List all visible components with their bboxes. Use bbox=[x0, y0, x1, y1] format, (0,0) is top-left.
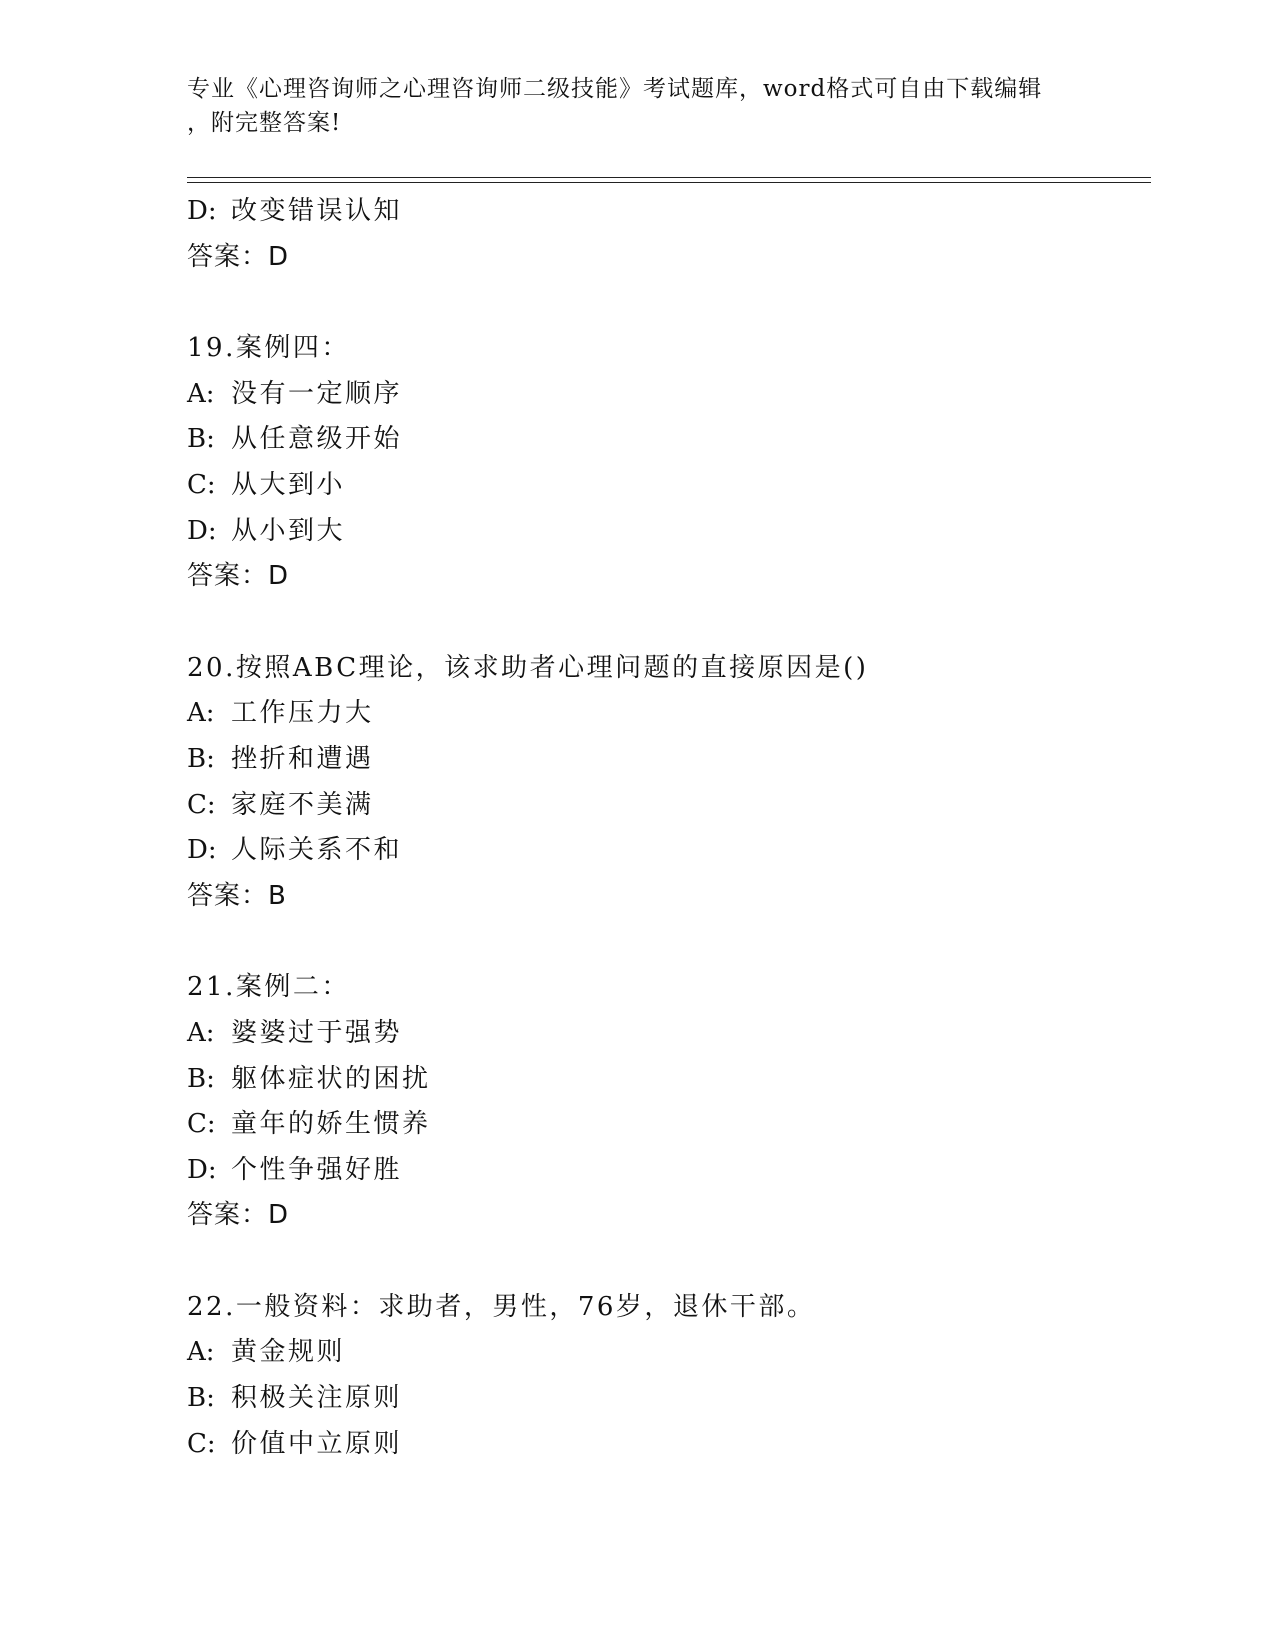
option-c bbox=[187, 1102, 1147, 1148]
header-rule-top bbox=[187, 177, 1151, 178]
option-letter: C: bbox=[187, 469, 216, 500]
header-title-line-1: 专业《心理咨询师之心理咨询师二级技能》考试题库，word格式可自由下载编辑 bbox=[187, 76, 1043, 102]
option-d bbox=[187, 828, 1147, 874]
answer-line: 答案：B bbox=[187, 880, 287, 911]
question-spacer bbox=[187, 919, 1147, 965]
option-text: 个性争强好胜 bbox=[231, 1154, 403, 1185]
option-text: 工作压力大 bbox=[231, 698, 374, 729]
option-text: 从任意级开始 bbox=[231, 424, 403, 455]
question-spacer bbox=[187, 600, 1147, 646]
question-list bbox=[187, 189, 1147, 1467]
option-text: 家庭不美满 bbox=[231, 789, 374, 820]
option-text: 挫折和遭遇 bbox=[231, 743, 374, 774]
option-text: 躯体症状的困扰 bbox=[231, 1063, 431, 1094]
option-c bbox=[187, 1422, 1147, 1468]
answer-line: 答案：D bbox=[187, 1200, 290, 1231]
option-b bbox=[187, 737, 1147, 783]
option-letter: C: bbox=[187, 789, 216, 820]
option-d bbox=[187, 1148, 1147, 1194]
option-b bbox=[187, 1376, 1147, 1422]
option-a bbox=[187, 691, 1147, 737]
option-text: 从大到小 bbox=[231, 469, 346, 500]
question-stem: 19.案例四： bbox=[187, 333, 350, 364]
option-letter: B: bbox=[187, 424, 215, 455]
option-text: 人际关系不和 bbox=[231, 835, 403, 866]
option-c bbox=[187, 463, 1147, 509]
option-d bbox=[187, 189, 1147, 235]
option-letter: D: bbox=[187, 515, 217, 546]
option-letter: D: bbox=[187, 196, 217, 226]
option-letter: A: bbox=[187, 1337, 215, 1368]
option-letter: A: bbox=[187, 1017, 215, 1048]
option-letter: B: bbox=[187, 1383, 215, 1414]
option-letter: C: bbox=[187, 1109, 216, 1140]
option-text: 没有一定顺序 bbox=[231, 378, 403, 409]
header-title-line-2: ，附完整答案! bbox=[187, 110, 342, 136]
option-letter: C: bbox=[187, 1428, 216, 1459]
question-spacer bbox=[187, 280, 1147, 326]
option-letter: D: bbox=[187, 1154, 217, 1185]
question-stem: 20.按照ABC理论，该求助者心理问题的直接原因是() bbox=[187, 652, 869, 683]
option-a bbox=[187, 1011, 1147, 1057]
option-a bbox=[187, 372, 1147, 418]
option-b bbox=[187, 1057, 1147, 1103]
question-spacer bbox=[187, 1239, 1147, 1285]
question-stem: 21.案例二： bbox=[187, 972, 350, 1003]
question-stem: 22.一般资料：求助者，男性，76岁，退休干部。 bbox=[187, 1291, 816, 1322]
option-d bbox=[187, 509, 1147, 555]
option-text: 从小到大 bbox=[231, 515, 346, 546]
option-c bbox=[187, 783, 1147, 829]
option-letter: A: bbox=[187, 698, 215, 729]
option-letter: B: bbox=[187, 1063, 215, 1094]
option-text: 童年的娇生惯养 bbox=[231, 1109, 431, 1140]
option-letter: D: bbox=[187, 835, 217, 866]
header-rule-bottom bbox=[187, 182, 1151, 183]
option-text: 婆婆过于强势 bbox=[231, 1017, 403, 1048]
page-header bbox=[187, 72, 1067, 140]
option-letter: B: bbox=[187, 743, 215, 774]
option-text: 积极关注原则 bbox=[231, 1383, 403, 1414]
answer-line: 答案：D bbox=[187, 241, 290, 272]
option-letter: A: bbox=[187, 378, 215, 409]
option-b bbox=[187, 417, 1147, 463]
option-a bbox=[187, 1330, 1147, 1376]
option-text: 改变错误认知 bbox=[231, 196, 403, 226]
option-text: 价值中立原则 bbox=[231, 1428, 403, 1459]
option-text: 黄金规则 bbox=[231, 1337, 346, 1368]
answer-line: 答案：D bbox=[187, 561, 290, 592]
